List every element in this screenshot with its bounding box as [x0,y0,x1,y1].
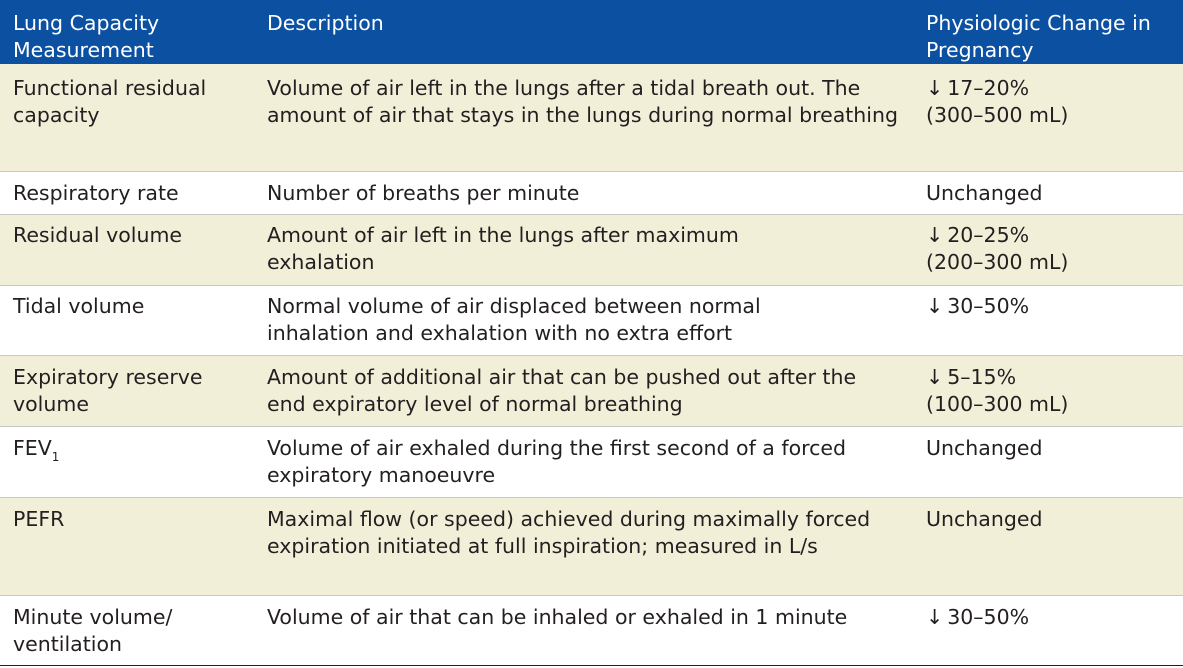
description-cell: Volume of air exhaled during the first second of a forced expiratory manoeuvre [267,435,847,487]
measurement-cell [0,426,254,497]
change-value: 30–50% [947,604,1030,629]
measurement-cell: Minute volume/ ventilation [13,604,173,656]
change-detail: (100–300 mL) [926,391,1069,416]
change-value: 17–20% [947,76,1030,100]
decrease-arrow-icon: ↓ [926,76,944,100]
table-row [0,355,1183,426]
table-body [0,64,1183,665]
table-row [0,214,1183,285]
change-cell [913,355,1183,426]
header-physiologic-change: Physiologic Change in Pregnancy [926,11,1151,62]
table-row [0,285,1183,355]
table-row [0,171,1183,214]
description-cell: Amount of air left in the lungs after maximum exhalation [267,222,739,274]
description-cell: Volume of air that can be inhaled or exhaled in 1 minute [267,604,848,629]
change-cell [913,214,1183,285]
header-description: Description [267,11,384,35]
change-value: Unchanged [926,506,1043,531]
decrease-arrow-icon: ↓ [926,364,944,389]
change-value: Unchanged [926,180,1043,205]
measurement-cell: Tidal volume [13,293,145,318]
table-row [0,497,1183,595]
header-measurement: Lung Capacity Measurement [13,11,160,62]
table-row [0,595,1183,665]
measurement-subscript: 1 [51,449,60,464]
decrease-arrow-icon: ↓ [926,222,944,247]
description-cell: Volume of air left in the lungs after a tidal breath out. The amount of air that stays in the lungs during normal breathing [267,76,898,127]
change-detail: (300–500 mL) [926,103,1069,127]
header-row [0,0,1183,64]
change-cell [913,497,1183,595]
measurement-cell: Residual volume [13,222,183,247]
change-cell [913,285,1183,355]
change-value: 5–15% [947,364,1017,389]
measurement-cell: Functional residual capacity [13,76,207,127]
change-cell [913,171,1183,214]
decrease-arrow-icon: ↓ [926,293,944,318]
change-value: 30–50% [947,293,1030,318]
change-detail: (200–300 mL) [926,249,1069,274]
table-row [0,426,1183,497]
change-cell [913,595,1183,665]
change-cell [913,64,1183,171]
description-cell: Maximal flow (or speed) achieved during maximally forced expiration initiated at full inspiration; measured in L/s [267,506,871,558]
measurement-name: FEV [13,435,52,460]
change-value: Unchanged [926,435,1043,460]
change-cell [913,426,1183,497]
description-cell: Amount of additional air that can be pushed out after the end expiratory level of normal breathing [267,364,857,416]
table-row [0,64,1183,171]
measurement-cell: Expiratory reserve volume [13,364,203,416]
measurement-cell: PEFR [13,506,65,531]
decrease-arrow-icon: ↓ [926,604,944,629]
change-value: 20–25% [947,222,1030,247]
description-cell: Number of breaths per minute [267,180,580,205]
description-cell: Normal volume of air displaced between normal inhalation and exhalation with no extra effort [267,293,761,345]
measurement-cell: Respiratory rate [13,180,179,205]
table-header [0,0,1183,64]
